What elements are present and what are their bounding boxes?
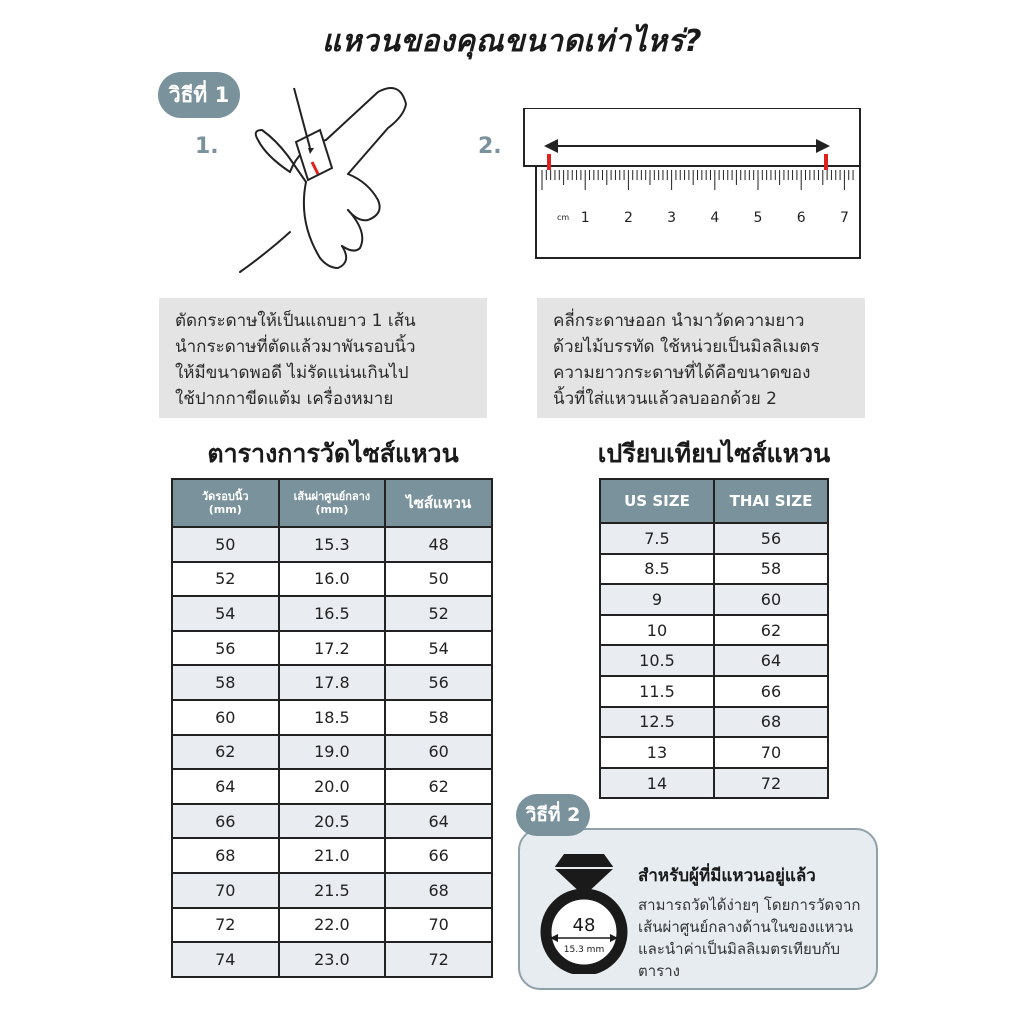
table-row — [172, 527, 492, 562]
table-row — [600, 554, 828, 585]
table-row — [172, 804, 492, 839]
ring-size-label: 48 — [572, 915, 596, 936]
ruler-number: 1 — [580, 210, 590, 226]
method1-badge: วิธีที่ 1 — [158, 72, 240, 118]
table-row — [172, 769, 492, 804]
table-row — [172, 735, 492, 770]
step2-number: 2. — [478, 134, 502, 159]
table-cell: 21.5 — [279, 873, 386, 908]
compare-table — [599, 478, 829, 799]
table-cell: 18.5 — [279, 700, 386, 735]
ruler-number: 5 — [753, 210, 763, 226]
table-row — [172, 873, 492, 908]
table-cell: 72 — [714, 768, 828, 799]
size-table-header-diameter: เส้นผ่าศูนย์กลาง (mm) — [279, 479, 386, 527]
ruler-number: 6 — [796, 210, 806, 226]
table-row — [600, 584, 828, 615]
table-cell: 19.0 — [279, 735, 386, 770]
paper-strip — [524, 108, 860, 166]
table-cell: 58 — [714, 554, 828, 585]
table-cell: 68 — [714, 707, 828, 738]
compare-table-header-thai: THAI SIZE — [714, 479, 828, 523]
table-cell: 70 — [172, 873, 279, 908]
table-cell: 56 — [714, 523, 828, 554]
ruler-number: 4 — [710, 210, 720, 226]
table-cell: 16.0 — [279, 562, 386, 597]
table-cell: 56 — [385, 665, 492, 700]
table-cell: 70 — [385, 908, 492, 943]
table-row — [600, 523, 828, 554]
step2-line: คลี่กระดาษออก นำมาวัดความยาว — [553, 311, 805, 331]
step2-line: ความยาวกระดาษที่ได้คือขนาดของ — [553, 363, 811, 383]
method2-line: สามารถวัดได้ง่ายๆ โดยการวัดจาก — [638, 896, 861, 914]
table-cell: 74 — [172, 942, 279, 977]
table-cell: 17.8 — [279, 665, 386, 700]
ring-diameter-label: 15.3 mm — [563, 945, 605, 955]
table-cell: 20.0 — [279, 769, 386, 804]
table-row — [172, 562, 492, 597]
table-cell: 52 — [172, 562, 279, 597]
step2-instructions — [537, 298, 865, 418]
table-cell: 13 — [600, 737, 714, 768]
step1-line: ใช้ปากกาขีดแต้ม เครื่องหมาย — [175, 389, 394, 409]
table-cell: 52 — [385, 596, 492, 631]
table-cell: 68 — [385, 873, 492, 908]
table-cell: 50 — [172, 527, 279, 562]
ruler-number: 7 — [839, 210, 849, 226]
table-row — [172, 700, 492, 735]
size-table — [171, 478, 493, 978]
step1-line: นำกระดาษที่ตัดแล้วมาพันรอบนิ้ว — [175, 337, 416, 357]
table-cell: 7.5 — [600, 523, 714, 554]
table-cell: 22.0 — [279, 908, 386, 943]
table-row — [172, 942, 492, 977]
table-cell: 62 — [714, 615, 828, 646]
table-cell: 9 — [600, 584, 714, 615]
table-cell: 62 — [385, 769, 492, 804]
red-mark-end — [824, 154, 828, 170]
table-cell: 11.5 — [600, 676, 714, 707]
table-cell: 54 — [385, 631, 492, 666]
method2-text — [638, 894, 876, 982]
compare-table-heading: เปรียบเทียบไซส์แหวน — [597, 439, 831, 468]
table-row — [600, 615, 828, 646]
table-cell: 21.0 — [279, 838, 386, 873]
step1-instructions — [159, 298, 487, 418]
compare-table-header-us: US SIZE — [600, 479, 714, 523]
step1-number: 1. — [195, 134, 219, 159]
table-row — [600, 645, 828, 676]
size-table-header-size: ไซส์แหวน — [385, 479, 492, 527]
table-cell: 72 — [172, 908, 279, 943]
table-cell: 15.3 — [279, 527, 386, 562]
table-cell: 16.5 — [279, 596, 386, 631]
table-cell: 10.5 — [600, 645, 714, 676]
ring-icon — [528, 850, 640, 974]
table-cell: 12.5 — [600, 707, 714, 738]
step1-line: ตัดกระดาษให้เป็นแถบยาว 1 เส้น — [175, 311, 416, 331]
table-cell: 62 — [172, 735, 279, 770]
table-row — [172, 631, 492, 666]
ruler-number: 3 — [667, 210, 677, 226]
table-row — [172, 665, 492, 700]
ruler-svg — [522, 108, 862, 260]
table-cell: 56 — [172, 631, 279, 666]
table-cell: 60 — [714, 584, 828, 615]
table-row — [600, 676, 828, 707]
step2-line: ด้วยไม้บรรทัด ใช้หน่วยเป็นมิลลิเมตร — [553, 337, 820, 357]
table-cell: 8.5 — [600, 554, 714, 585]
red-mark-start — [547, 154, 551, 170]
table-row — [172, 596, 492, 631]
table-row — [172, 838, 492, 873]
table-cell: 58 — [172, 665, 279, 700]
table-cell: 60 — [172, 700, 279, 735]
table-cell: 50 — [385, 562, 492, 597]
table-cell: 66 — [385, 838, 492, 873]
paper-strip — [296, 130, 332, 180]
table-cell: 10 — [600, 615, 714, 646]
table-cell: 70 — [714, 737, 828, 768]
ruler-unit: cm — [557, 213, 570, 222]
hand-illustration — [228, 82, 428, 277]
table-row — [600, 707, 828, 738]
ruler-illustration — [522, 108, 862, 260]
table-cell: 66 — [714, 676, 828, 707]
method2-heading: สำหรับผู้ที่มีแหวนอยู่แล้ว — [638, 866, 816, 886]
table-cell: 23.0 — [279, 942, 386, 977]
table-cell: 20.5 — [279, 804, 386, 839]
size-table-heading: ตารางการวัดไซส์แหวน — [207, 439, 459, 468]
table-cell: 58 — [385, 700, 492, 735]
table-cell: 68 — [172, 838, 279, 873]
method2-line: เส้นผ่าศูนย์กลางด้านในของแหวน — [638, 918, 854, 936]
page-title: แหวนของคุณขนาดเท่าไหร่? — [321, 24, 703, 59]
table-cell: 64 — [714, 645, 828, 676]
table-row — [172, 908, 492, 943]
table-cell: 60 — [385, 735, 492, 770]
table-cell: 72 — [385, 942, 492, 977]
size-table-header-circumference: วัดรอบนิ้ว (mm) — [172, 479, 279, 527]
ruler-number: 2 — [623, 210, 633, 226]
table-cell: 66 — [172, 804, 279, 839]
table-cell: 48 — [385, 527, 492, 562]
method2-card — [518, 828, 878, 990]
method2-badge: วิธีที่ 2 — [516, 794, 590, 836]
table-cell: 54 — [172, 596, 279, 631]
method2-line: และนำค่าเป็นมิลลิเมตรเทียบกับตาราง — [638, 940, 840, 980]
table-cell: 64 — [385, 804, 492, 839]
table-row — [600, 737, 828, 768]
table-row — [600, 768, 828, 799]
table-cell: 14 — [600, 768, 714, 799]
step2-line: นิ้วที่ใส่แหวนแล้วลบออกด้วย 2 — [553, 389, 777, 409]
table-cell: 17.2 — [279, 631, 386, 666]
table-cell: 64 — [172, 769, 279, 804]
step1-line: ให้มีขนาดพอดี ไม่รัดแน่นเกินไป — [175, 363, 409, 383]
